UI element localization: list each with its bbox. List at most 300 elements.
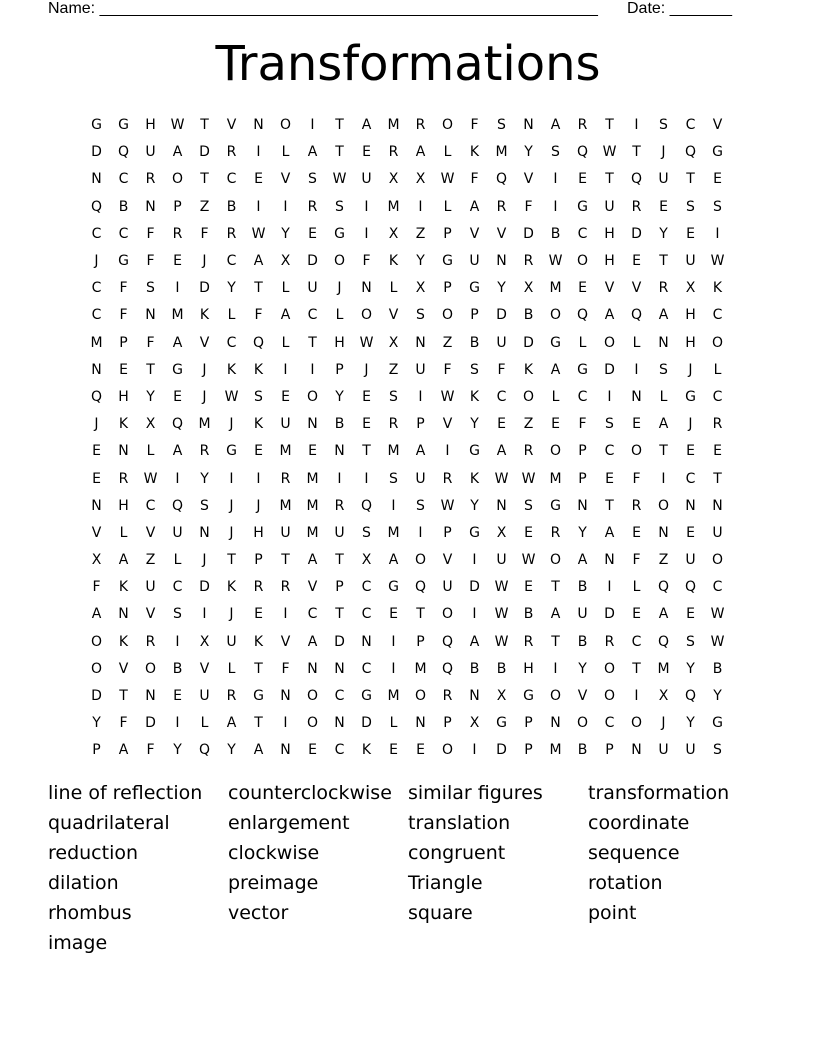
grid-letter: J (229, 497, 234, 514)
grid-letter: E (632, 253, 641, 270)
grid-letter: K (226, 579, 237, 596)
grid-letter: U (307, 280, 318, 297)
grid-letter: T (632, 144, 641, 161)
grid-letter: D (334, 633, 345, 650)
grid-letter: M (549, 470, 562, 487)
grid-letter: L (173, 552, 182, 569)
grid-letter: T (362, 443, 371, 460)
word-bank-item: Triangle (408, 872, 483, 894)
grid-letter: O (603, 660, 616, 677)
grid-letter: M (549, 742, 562, 759)
grid-letter: M (387, 117, 400, 134)
grid-letter: B (577, 742, 588, 759)
grid-letter: W (440, 388, 455, 405)
grid-letter: C (685, 470, 696, 487)
grid-letter: P (443, 280, 452, 297)
grid-letter: V (280, 633, 291, 650)
grid-letter: B (577, 579, 588, 596)
grid-letter: A (307, 633, 318, 650)
grid-letter: L (632, 579, 641, 596)
grid-letter: C (712, 388, 723, 405)
grid-letter: I (607, 388, 612, 405)
grid-letter: V (604, 280, 615, 297)
grid-letter: I (661, 470, 666, 487)
grid-letter: D (631, 225, 642, 242)
grid-letter: N (280, 742, 291, 759)
grid-row (83, 330, 731, 357)
grid-letter: N (496, 253, 507, 270)
grid-letter: O (603, 334, 616, 351)
grid-letter: G (469, 280, 480, 297)
grid-letter: A (280, 307, 291, 324)
grid-letter: O (171, 171, 184, 188)
grid-letter: I (364, 470, 369, 487)
grid-letter: A (172, 443, 183, 460)
grid-letter: S (713, 742, 722, 759)
grid-letter: N (469, 688, 480, 705)
grid-letter: C (712, 307, 723, 324)
grid-letter: T (254, 660, 263, 677)
grid-letter: K (469, 144, 480, 161)
grid-letter: E (173, 388, 182, 405)
grid-letter: O (441, 606, 454, 623)
grid-letter: A (361, 117, 372, 134)
grid-letter: C (307, 307, 318, 324)
grid-letter: D (604, 361, 615, 378)
grid-letter: V (442, 552, 453, 569)
grid-letter: P (605, 742, 614, 759)
grid-letter: K (469, 470, 480, 487)
word-bank-item: quadrilateral (48, 812, 170, 834)
grid-letter: T (713, 470, 722, 487)
grid-letter: R (442, 688, 453, 705)
grid-letter: N (118, 443, 129, 460)
grid-letter: B (496, 660, 507, 677)
grid-letter: E (632, 606, 641, 623)
grid-letter: F (281, 660, 290, 677)
grid-letter: I (715, 225, 720, 242)
grid-letter: C (226, 253, 237, 270)
grid-letter: N (145, 307, 156, 324)
grid-letter: P (443, 524, 452, 541)
grid-letter: F (632, 552, 641, 569)
grid-letter: J (202, 361, 207, 378)
grid-letter: C (334, 688, 345, 705)
grid-letter: J (661, 715, 666, 732)
grid-row (83, 139, 731, 166)
grid-letter: X (496, 688, 507, 705)
grid-letter: G (550, 334, 561, 351)
grid-letter: I (175, 470, 180, 487)
word-bank-item: rhombus (48, 902, 132, 924)
grid-letter: D (199, 280, 210, 297)
grid-row (83, 737, 731, 764)
grid-row (83, 357, 731, 384)
grid-letter: L (281, 334, 290, 351)
grid-letter: S (659, 361, 668, 378)
grid-letter: P (578, 443, 587, 460)
grid-letter: F (524, 198, 533, 215)
grid-letter: E (497, 416, 506, 433)
grid-letter: X (199, 633, 210, 650)
grid-letter: B (172, 660, 183, 677)
grid-letter: F (632, 470, 641, 487)
grid-letter: O (576, 253, 589, 270)
grid-letter: N (91, 497, 102, 514)
grid-letter: H (253, 524, 264, 541)
grid-letter: C (604, 443, 615, 460)
grid-letter: N (496, 497, 507, 514)
grid-letter: O (90, 660, 103, 677)
grid-letter: G (550, 497, 561, 514)
grid-letter: K (253, 633, 264, 650)
grid-letter: B (469, 334, 480, 351)
grid-letter: O (603, 688, 616, 705)
grid-letter: E (281, 388, 290, 405)
grid-letter: J (337, 280, 342, 297)
grid-letter: L (713, 361, 722, 378)
grid-row (83, 194, 731, 221)
grid-letter: Y (497, 280, 506, 297)
grid-letter: G (91, 117, 102, 134)
grid-letter: T (200, 117, 209, 134)
grid-letter: W (143, 470, 158, 487)
grid-letter: I (553, 171, 558, 188)
grid-letter: W (602, 144, 617, 161)
grid-letter: N (145, 688, 156, 705)
grid-letter: U (712, 524, 723, 541)
grid-letter: Y (659, 225, 668, 242)
grid-letter: J (202, 253, 207, 270)
grid-letter: B (523, 606, 534, 623)
grid-letter: O (441, 117, 454, 134)
grid-letter: E (416, 742, 425, 759)
grid-letter: Q (657, 633, 670, 650)
grid-letter: I (256, 198, 261, 215)
grid-letter: X (388, 334, 399, 351)
grid-letter: U (415, 361, 426, 378)
grid-letter: S (362, 524, 371, 541)
word-bank-item: clockwise (228, 842, 320, 864)
grid-letter: Q (684, 144, 697, 161)
grid-letter: X (145, 416, 156, 433)
grid-letter: M (387, 443, 400, 460)
grid-letter: K (388, 253, 399, 270)
grid-letter: L (335, 307, 344, 324)
grid-letter: A (118, 742, 129, 759)
grid-letter: Y (578, 660, 587, 677)
grid-letter: H (118, 388, 129, 405)
grid-letter: B (226, 198, 237, 215)
grid-letter: M (306, 470, 319, 487)
grid-letter: T (227, 552, 236, 569)
grid-letter: Q (576, 144, 589, 161)
grid-letter: N (91, 171, 102, 188)
grid-letter: N (361, 280, 372, 297)
grid-letter: M (279, 497, 292, 514)
grid-letter: R (145, 633, 156, 650)
word-bank-item: coordinate (588, 812, 690, 834)
grid-letter: E (686, 606, 695, 623)
grid-letter: Q (576, 307, 589, 324)
grid-letter: R (226, 688, 237, 705)
grid-letter: A (469, 198, 480, 215)
grid-letter: U (604, 198, 615, 215)
grid-letter: M (387, 524, 400, 541)
grid-letter: D (361, 715, 372, 732)
grid-letter: B (712, 660, 723, 677)
grid-letter: R (253, 579, 264, 596)
grid-letter: T (308, 334, 317, 351)
grid-letter: S (335, 198, 344, 215)
grid-letter: F (470, 117, 479, 134)
grid-letter: W (494, 579, 509, 596)
word-bank-item: image (48, 932, 108, 954)
grid-letter: S (389, 388, 398, 405)
grid-letter: P (470, 307, 479, 324)
grid-row (83, 302, 731, 329)
grid-letter: M (279, 443, 292, 460)
grid-row (83, 438, 731, 465)
grid-letter: Q (441, 633, 454, 650)
grid-letter: F (119, 307, 128, 324)
grid-letter: D (307, 253, 318, 270)
grid-letter: N (685, 497, 696, 514)
grid-letter: L (578, 334, 587, 351)
grid-letter: I (391, 633, 396, 650)
grid-letter: P (92, 742, 101, 759)
grid-letter: T (146, 361, 155, 378)
grid-letter: Q (657, 579, 670, 596)
grid-letter: A (577, 552, 588, 569)
word-bank-item: enlargement (228, 812, 350, 834)
grid-letter: N (118, 606, 129, 623)
grid-letter: H (604, 225, 615, 242)
grid-letter: R (712, 416, 723, 433)
grid-letter: T (686, 171, 695, 188)
grid-letter: G (172, 361, 183, 378)
grid-letter: R (631, 497, 642, 514)
grid-letter: V (145, 606, 156, 623)
grid-letter: E (92, 443, 101, 460)
grid-letter: D (469, 579, 480, 596)
grid-letter: W (440, 497, 455, 514)
grid-letter: R (172, 225, 183, 242)
grid-letter: G (361, 688, 372, 705)
grid-letter: S (524, 497, 533, 514)
grid-letter: E (92, 470, 101, 487)
grid-letter: Q (198, 742, 211, 759)
grid-letter: J (256, 497, 261, 514)
word-bank-item: line of reflection (48, 782, 203, 804)
grid-letter: J (364, 361, 369, 378)
grid-letter: L (227, 307, 236, 324)
grid-letter: Q (630, 307, 643, 324)
grid-row (83, 601, 731, 628)
grid-letter: S (659, 117, 668, 134)
grid-letter: O (360, 307, 373, 324)
grid-letter: X (685, 280, 696, 297)
word-bank-row (48, 898, 768, 928)
grid-letter: F (254, 307, 263, 324)
grid-letter: U (226, 633, 237, 650)
grid-letter: A (91, 606, 102, 623)
grid-letter: N (577, 497, 588, 514)
word-bank-item: preimage (228, 872, 319, 894)
grid-letter: H (685, 334, 696, 351)
grid-letter: F (92, 579, 101, 596)
grid-letter: P (524, 742, 533, 759)
grid-letter: I (634, 361, 639, 378)
grid-letter: I (256, 470, 261, 487)
grid-letter: S (308, 171, 317, 188)
grid-letter: E (686, 443, 695, 460)
grid-letter: A (253, 742, 264, 759)
grid-letter: U (199, 688, 210, 705)
word-bank (48, 778, 768, 958)
grid-letter: P (119, 334, 128, 351)
grid-letter: B (577, 633, 588, 650)
grid-letter: N (523, 117, 534, 134)
grid-letter: E (524, 579, 533, 596)
word-bank-row (48, 778, 768, 808)
grid-letter: C (496, 388, 507, 405)
grid-letter: S (686, 633, 695, 650)
grid-letter: G (334, 225, 345, 242)
grid-letter: J (229, 416, 234, 433)
grid-letter: P (416, 416, 425, 433)
grid-row (83, 411, 731, 438)
grid-letter: O (414, 552, 427, 569)
grid-letter: N (307, 660, 318, 677)
grid-letter: W (332, 171, 347, 188)
grid-letter: I (202, 606, 207, 623)
grid-letter: U (361, 171, 372, 188)
grid-letter: F (362, 253, 371, 270)
grid-letter: R (523, 253, 534, 270)
grid-letter: G (496, 715, 507, 732)
grid-letter: A (604, 307, 615, 324)
grid-letter: Q (414, 579, 427, 596)
grid-letter: I (553, 198, 558, 215)
grid-letter: A (172, 334, 183, 351)
grid-letter: B (523, 307, 534, 324)
grid-letter: W (359, 334, 374, 351)
grid-letter: N (658, 524, 669, 541)
word-bank-item: point (588, 902, 637, 924)
grid-letter: E (362, 416, 371, 433)
grid-letter: N (658, 334, 669, 351)
grid-letter: I (256, 144, 261, 161)
grid-letter: I (283, 606, 288, 623)
grid-letter: Y (524, 144, 533, 161)
grid-letter: Z (199, 198, 210, 215)
grid-letter: S (416, 307, 425, 324)
grid-letter: Z (145, 552, 156, 569)
grid-letter: G (253, 688, 264, 705)
grid-letter: N (631, 388, 642, 405)
grid-letter: X (523, 280, 534, 297)
grid-letter: R (523, 443, 534, 460)
grid-letter: I (418, 524, 423, 541)
grid-letter: I (283, 361, 288, 378)
grid-letter: D (199, 579, 210, 596)
grid-letter: W (440, 171, 455, 188)
grid-letter: C (226, 171, 237, 188)
grid-letter: G (577, 198, 588, 215)
grid-letter: C (118, 225, 129, 242)
grid-letter: N (604, 552, 615, 569)
grid-letter: X (415, 171, 426, 188)
grid-letter: T (119, 688, 128, 705)
grid-letter: A (550, 361, 561, 378)
grid-letter: Q (117, 144, 130, 161)
grid-letter: H (604, 253, 615, 270)
grid-letter: C (361, 579, 372, 596)
grid-letter: Q (684, 579, 697, 596)
grid-letter: I (418, 198, 423, 215)
grid-letter: I (634, 688, 639, 705)
grid-letter: L (551, 388, 560, 405)
grid-letter: E (173, 688, 182, 705)
grid-letter: A (469, 633, 480, 650)
grid-letter: T (335, 117, 344, 134)
grid-letter: H (118, 497, 129, 514)
word-bank-row (48, 868, 768, 898)
grid-letter: X (415, 280, 426, 297)
grid-letter: V (199, 660, 210, 677)
grid-letter: E (254, 443, 263, 460)
grid-letter: P (443, 715, 452, 732)
grid-letter: V (226, 117, 237, 134)
grid-letter: V (496, 225, 507, 242)
grid-letter: Y (92, 715, 101, 732)
grid-letter: D (523, 334, 534, 351)
grid-letter: W (224, 388, 239, 405)
grid-letter: A (550, 606, 561, 623)
grid-letter: A (118, 552, 129, 569)
grid-letter: K (712, 280, 723, 297)
grid-letter: H (145, 117, 156, 134)
page-title: Transformations (215, 36, 601, 92)
grid-letter: I (418, 388, 423, 405)
grid-letter: S (713, 198, 722, 215)
grid-letter: L (389, 715, 398, 732)
grid-letter: F (200, 225, 209, 242)
grid-letter: M (387, 688, 400, 705)
grid-letter: D (91, 144, 102, 161)
grid-letter: N (145, 198, 156, 215)
grid-letter: T (659, 253, 668, 270)
grid-letter: A (604, 524, 615, 541)
grid-letter: V (118, 660, 129, 677)
grid-letter: Q (90, 388, 103, 405)
grid-letter: M (657, 660, 670, 677)
grid-letter: T (605, 497, 614, 514)
grid-letter: N (91, 361, 102, 378)
grid-letter: R (604, 633, 615, 650)
grid-letter: U (145, 579, 156, 596)
grid-letter: X (658, 688, 669, 705)
grid-letter: O (576, 715, 589, 732)
grid-letter: G (577, 361, 588, 378)
grid-letter: E (389, 742, 398, 759)
grid-letter: I (310, 361, 315, 378)
grid-letter: O (144, 660, 157, 677)
grid-letter: K (253, 416, 264, 433)
grid-letter: W (521, 552, 536, 569)
grid-letter: I (175, 633, 180, 650)
